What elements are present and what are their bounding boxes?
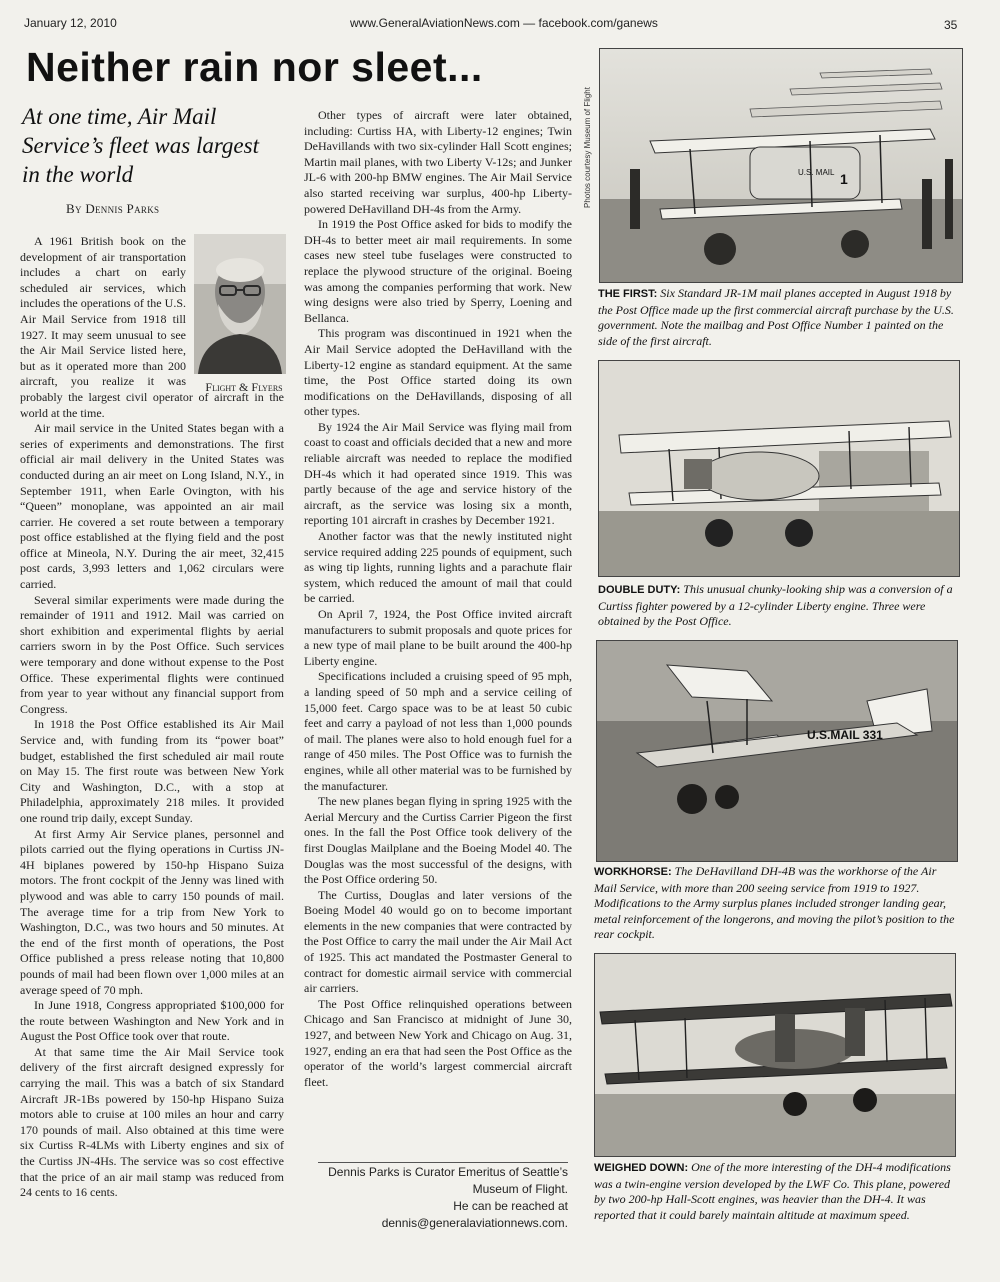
paragraph: On April 7, 1924, the Post Office invited aircraft manufacturers to submit proposals and quote prices for a new type of mail plane to be built around the 400-hp Liberty engine.	[304, 607, 572, 668]
bio-email: dennis@generalaviationnews.com.	[381, 1216, 568, 1230]
curtiss-biplane-image	[599, 361, 959, 576]
dh4b-flight-image	[597, 641, 957, 861]
paragraph: This program was discontinued in 1921 when the Air Mail Service adopted the DeHavilland with the Liberty-12 engine as standard equipment. At the same time, the Post Office started doing its own modifications on the DeHavillands, disposing of all other types.	[304, 326, 572, 419]
deck: At one time, Air Mail Service’s fleet was largest in the world	[22, 104, 259, 187]
plane-number: 1	[840, 171, 848, 187]
photo-double-duty	[598, 360, 960, 577]
paragraph: Specifications included a cruising speed of 95 mph, a landing speed of 50 mph and a service ceiling of 15,000 feet. Cargo space was to be at least 50 cubic feet and carry a payload of not less than 1,000 pounds of mail. The planes were also to hold enough fuel for a range of 450 miles. The Post Office was to furnish the engines, while all other material was to be furnished by the manufacturer.	[304, 669, 572, 793]
paragraph: By 1924 the Air Mail Service was flying mail from coast to coast and officials decided that a new and more reliable aircraft was needed to replace the modified DH-4s which it had operated since 1919. This was partly because of the age and service history of the aircraft, as the service was losing six a month, reporting 101 aircraft in crashes by December 1921.	[304, 419, 572, 528]
photo-credit: Photos courtesy Museum of Flight	[583, 87, 592, 208]
page-number: 35	[944, 18, 958, 32]
bio-line: He can be reached at	[453, 1199, 568, 1213]
paragraph: At first Army Air Service planes, personnel and pilots carried out the flying operations in Curtiss JN-4H biplanes powered by 150-hp Hispano Suiza motors. The front cockpit of the Jenny was lined with plywood and was able to carry 150 pounds of mail. The average time for a trip from New York to Washington, D.C., was two hours and 50 minutes. At the end of the first month of operations, the Post Office published a press release noting that 10,800 pounds of mail had been flown over 1,000 miles at an average speed of 70 mph.	[20, 826, 284, 997]
article-column-1	[20, 234, 284, 1234]
caption-text: Six Standard JR-1M mail planes accepted in August 1918 by the Post Office made up the first commercial aircraft purchase by the U.S. government. Note the mailbag and Post Office Number 1 painted on the side of the first aircraft.	[598, 286, 954, 348]
caption-text: This unusual chunky-looking ship was a conversion of a Curtiss fighter powered by a 12-cylinder Liberty engine. Three were obtained by the Post Office.	[598, 582, 953, 628]
photo-standard-jr1m	[599, 48, 963, 283]
paragraph: A 1961 British book on the development of air transportation includes a chart on early scheduled air services, which includes the operations of the U.S. Air Mail Service from 1918 till 1927. It may seem unusual to see the Air Mail Service listed here, but as it operated more than 200 aircraft, you realize it was probably the largest civil operator of aircraft in the world at the time.	[20, 234, 284, 420]
article-column-2	[304, 108, 572, 1160]
caption-double-duty	[598, 582, 960, 630]
byline: By Dennis Parks	[66, 201, 160, 216]
bio-line: Dennis Parks is Curator Emeritus of Seattle’s	[328, 1165, 568, 1179]
paragraph: Several similar experiments were made during the remainder of 1911 and 1912. Mail was carried on short exhibition and experimental flights by aerial carriers sworn in by the Post Office. Such services were temporary and done without expense to the Post Office. These experimental flights were continued from year to year without any financial support from Congress.	[20, 592, 284, 716]
biplane-lineup-image	[600, 49, 962, 282]
paragraph: In June 1918, Congress appropriated $100,000 for the route between Washington and New York and in August the Post Office took over that route.	[20, 998, 284, 1044]
bio-divider	[318, 1162, 568, 1163]
column-label: Flight & Flyers	[205, 380, 283, 394]
paragraph: At that same time the Air Mail Service took delivery of the first aircraft designed expressly for carrying the mail. This was a batch of six Standard Aircraft JR-1Bs powered by 150-hp Hispano Suiza motors able to cruise at 100 miles an hour and carry 170 pounds of mail. Also obtained at this time were six Curtiss R-4LMs with Liberty engines and six of the Curtiss JN-4Hs. The service was so cost effective that the price of an air mail stamp was reduced from 24 cents to 16 cents.	[20, 1044, 284, 1200]
mail-marking: U.S.MAIL 331	[807, 728, 883, 742]
caption-workhorse	[594, 864, 958, 943]
caption-lead: WORKHORSE:	[594, 866, 672, 878]
paragraph: Air mail service in the United States began with a series of experiments and demonstrations. The first official air mail delivery in the United States was conducted during an air meet on Long Island, N.Y., in September 1911, when Earle Ovington, with his “Queen” monoplane, was appointed an air mail carrier. He covered a set route between a temporary post office established at the flying field and the post office at Mineola, N.Y. During the air meet, 32,415 post cards, 3,993 letters and 1,062 circulars were carried.	[20, 421, 284, 592]
caption-weighed-down	[594, 1160, 956, 1223]
issue-date: January 12, 2010	[24, 16, 117, 30]
caption-text: One of the more interesting of the DH-4 modifications was a twin-engine version developed by the LWF Co. This plane, powered by two 200-hp Hall-Scott engines, was heavier than the DH-4. It was reported that it could barely maintain altitude at maximum speed.	[594, 1160, 951, 1222]
site-url: www.GeneralAviationNews.com — facebook.com/ganews	[350, 16, 658, 30]
paragraph: Another factor was that the newly instituted night service required adding 225 pounds of equipment, such as wing tip lights, running lights and a parachute flair system, which reduced the amount of mail that could be carried.	[304, 529, 572, 606]
caption-lead: WEIGHED DOWN:	[594, 1162, 689, 1174]
paragraph: In 1918 the Post Office established its Air Mail Service and, with funding from its “power boat” budget, established the first scheduled air mail route on May 15. The first route was between New York City and Washington, D.C., with a stop at Philadelphia, approximately 218 miles. It provided one round trip daily, except Sunday.	[20, 717, 284, 825]
caption-text: The DeHavilland DH-4B was the workhorse of the Air Mail Service, with more than 200 seeing service from 1919 to 1927. Modifications to the Army surplus planes included stronger landing gear, metal reinforcement of the longerons, and moving the pilot’s position to the rear cockpit.	[594, 864, 955, 941]
paragraph: The new planes began flying in spring 1925 with the Aerial Mercury and the Curtiss Carrier Pigeon the first ones. In the fall the Post Office took delivery of the first Douglas Mailplane and the Boeing Model 40. The Douglas was the most successful of the designs, with the Post Office ordering 50.	[304, 794, 572, 887]
author-photo-icon	[194, 234, 286, 374]
paragraph: The Post Office relinquished operations between Chicago and San Francisco at midnight of June 30, 1927, and between New York and Chicago on Aug. 31, 1927, ending an era that had seen the Post Office as the operator of the world’s largest commercial aircraft fleet.	[304, 996, 572, 1089]
author-headshot	[194, 234, 284, 394]
bio-line: Museum of Flight.	[472, 1182, 568, 1196]
mail-marking: U.S. MAIL	[798, 168, 835, 177]
caption-the-first	[598, 286, 962, 349]
page-header	[0, 0, 1000, 38]
caption-lead: DOUBLE DUTY:	[598, 584, 681, 596]
photo-workhorse	[596, 640, 958, 862]
twin-engine-dh4-image	[595, 954, 955, 1156]
author-bio	[318, 1164, 568, 1232]
headline: Neither rain nor sleet...	[26, 44, 483, 90]
paragraph: Other types of aircraft were later obtained, including: Curtiss HA, with Liberty-12 engines; Twin DeHavillands with two six-cylinder Hall Scott engines; Martin mail planes, with two Liberty V-12s; and Junker JL-6 with 200-hp BMW engines. The Air Mail Service also started receiving war surplus, 400-hp Liberty-powered DeHavilland DH-4s from the Army.	[304, 108, 572, 216]
photo-weighed-down	[594, 953, 956, 1157]
paragraph: The Curtiss, Douglas and later versions of the Boeing Model 40 would go on to become important elements in the new companies that were contracted by the Post Office to carry the mail under the Air Mail Act of 1925. This act mandated the Postmaster General to contract for domestic airmail service with commercial air carriers.	[304, 887, 572, 996]
caption-lead: THE FIRST:	[598, 288, 658, 300]
paragraph: In 1919 the Post Office asked for bids to modify the DH-4s to better meet air mail requirements. In some cases new steel tube fuselages were constructed to replace the plywood structure of the original. Boeing was among the companies performing that work. New wing designs were also tried by Sperry, Loening and Bellanca.	[304, 217, 572, 325]
